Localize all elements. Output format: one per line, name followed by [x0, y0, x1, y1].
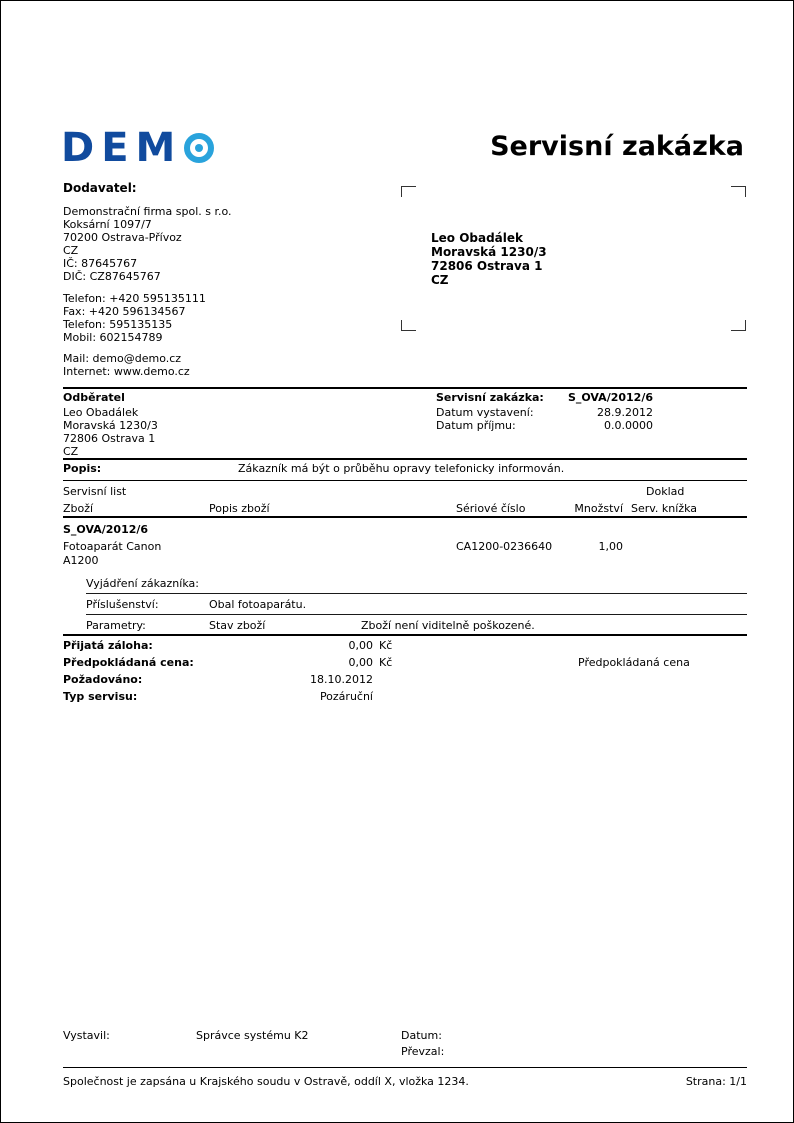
- parameter-value: Zboží není viditelně poškozené.: [361, 619, 535, 632]
- item-model: A1200: [63, 554, 99, 567]
- parameters-label: Parametry:: [86, 619, 146, 632]
- supplier-address-line: Koksární 1097/7: [63, 218, 152, 231]
- description-text: Zákazník má být o průběhu opravy telefonicky informován.: [238, 462, 565, 475]
- separator-line: [86, 614, 747, 615]
- issue-date-value: 28.9.2012: [597, 406, 653, 419]
- column-header-serial-number: Sériové číslo: [456, 502, 526, 515]
- item-serial-number: CA1200-0236640: [456, 540, 553, 553]
- customer-address-line: Moravská 1230/3: [63, 419, 158, 432]
- customer-address-line: CZ: [63, 445, 79, 458]
- estimated-price-note: Předpokládaná cena: [578, 656, 690, 669]
- company-logo: [61, 125, 214, 171]
- supplier-contact-line: Telefon: 595135135: [63, 318, 173, 331]
- accessories-value: Obal fotoaparátu.: [209, 598, 307, 611]
- accessories-label: Příslušenství:: [86, 598, 159, 611]
- customer-address-line: 72806 Ostrava 1: [63, 432, 156, 445]
- requested-date-label: Požadováno:: [63, 673, 143, 686]
- supplier-contact-line: Mobil: 602154789: [63, 331, 163, 344]
- document-title: Servisní zakázka: [490, 131, 744, 162]
- order-number-value: S_OVA/2012/6: [567, 391, 653, 404]
- supplier-address-line: CZ: [63, 244, 79, 257]
- column-header-goods: Zboží: [63, 502, 94, 515]
- deposit-currency: Kč: [379, 639, 393, 652]
- supplier-contact-line: Telefon: +420 595135111: [63, 292, 206, 305]
- separator-line: [63, 387, 747, 389]
- document-column-label: Doklad: [646, 485, 685, 498]
- supplier-address-line: DIČ: CZ87645767: [63, 270, 161, 283]
- mailing-address-line: Leo Obadálek: [431, 231, 524, 245]
- description-label: Popis:: [63, 462, 102, 475]
- customer-label: Odběratel: [63, 391, 125, 404]
- separator-line: [63, 458, 747, 460]
- received-by-label: Převzal:: [401, 1045, 445, 1058]
- estimated-price-value: 0,00: [348, 656, 373, 669]
- supplier-address-line: 70200 Ostrava-Přívoz: [63, 231, 182, 244]
- footer-line: [63, 1067, 747, 1068]
- receipt-date-label: Datum příjmu:: [436, 419, 516, 432]
- supplier-label: Dodavatel:: [63, 181, 137, 195]
- column-header-goods-description: Popis zboží: [209, 502, 270, 515]
- column-header-service-book: Serv. knížka: [631, 502, 698, 515]
- address-window-corner-bottom-right: [731, 320, 746, 331]
- page-number: Strana: 1/1: [685, 1075, 747, 1088]
- issue-date-label: Datum vystavení:: [436, 406, 534, 419]
- issued-by-value: Správce systému K2: [196, 1029, 309, 1042]
- order-number-label: Servisní zakázka:: [436, 391, 544, 404]
- address-window-corner-top-left: [401, 186, 416, 197]
- deposit-value: 0,00: [348, 639, 373, 652]
- logo-o-icon: [184, 133, 214, 163]
- item-name: Fotoaparát Canon: [63, 540, 162, 553]
- requested-date-value: 18.10.2012: [310, 673, 373, 686]
- column-header-quantity: Množství: [574, 502, 623, 515]
- supplier-address-line: Demonstrační firma spol. s r.o.: [63, 205, 232, 218]
- estimated-price-currency: Kč: [379, 656, 393, 669]
- receipt-date-value: 0.0.0000: [604, 419, 653, 432]
- parameter-name: Stav zboží: [209, 619, 266, 632]
- supplier-web-line: Mail: demo@demo.cz: [63, 352, 182, 365]
- table-header-line: [63, 516, 747, 518]
- mailing-address-line: 72806 Ostrava 1: [431, 259, 543, 273]
- item-order-number: S_OVA/2012/6: [63, 523, 149, 536]
- supplier-address-line: IČ: 87645767: [63, 257, 138, 270]
- service-type-label: Typ servisu:: [63, 690, 138, 703]
- supplier-web-line: Internet: www.demo.cz: [63, 365, 190, 378]
- service-type-value: Pozáruční: [319, 690, 373, 703]
- service-list-title: Servisní list: [63, 485, 127, 498]
- address-window-corner-top-right: [731, 186, 746, 197]
- customer-statement-label: Vyjádření zákazníka:: [86, 577, 199, 590]
- issued-by-label: Vystavil:: [63, 1029, 110, 1042]
- mailing-address-line: CZ: [431, 273, 449, 287]
- customer-address-line: Leo Obadálek: [63, 406, 139, 419]
- footer-date-label: Datum:: [401, 1029, 442, 1042]
- separator-line: [63, 634, 747, 636]
- mailing-address-line: Moravská 1230/3: [431, 245, 547, 259]
- estimated-price-label: Předpokládaná cena:: [63, 656, 194, 669]
- separator-line: [86, 593, 747, 594]
- deposit-label: Přijatá záloha:: [63, 639, 153, 652]
- logo-letters: DEM: [61, 125, 183, 171]
- item-quantity: 1,00: [598, 540, 623, 553]
- supplier-contact-line: Fax: +420 596134567: [63, 305, 186, 318]
- separator-line: [63, 480, 747, 481]
- company-registration-text: Společnost je zapsána u Krajského soudu v Ostravě, oddíl X, vložka 1234.: [63, 1075, 469, 1088]
- address-window-corner-bottom-left: [401, 320, 416, 331]
